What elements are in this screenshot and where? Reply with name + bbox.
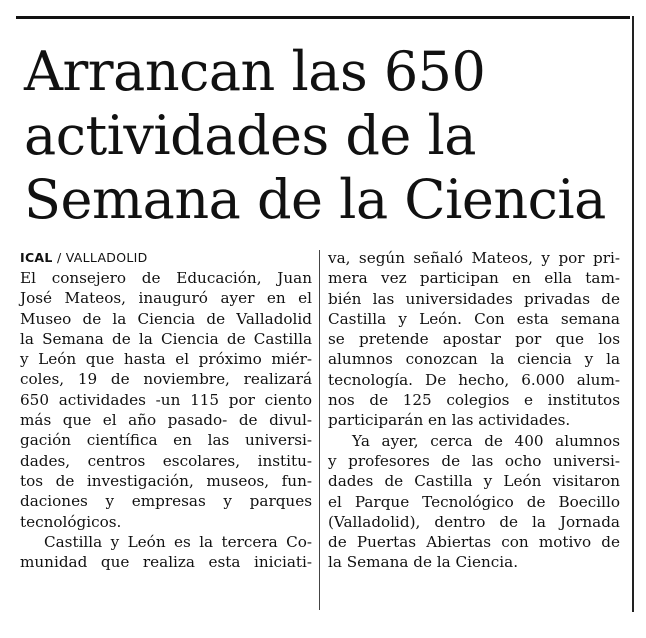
right-column-rule [632, 16, 634, 612]
text-line: mera vez participan en ella tam- [328, 269, 620, 288]
article-column-left [20, 248, 312, 572]
text-line: 650 actividades -un 115 por ciento [20, 390, 312, 409]
text-line: la Semana de la Ciencia de Castilla [20, 329, 312, 348]
text-line: dades, centros escolares, institu- [20, 451, 312, 470]
text-line: (Valladolid), dentro de la Jornada [328, 512, 620, 531]
text-line: y León que hasta el próximo miér- [20, 350, 312, 369]
headline-line: Arrancan las 650 [24, 40, 486, 103]
text-line: El consejero de Educación, Juan [20, 269, 312, 287]
text-line: Castilla y León es la tercera Co- [44, 532, 312, 551]
headline-line: Semana de la Ciencia [24, 168, 606, 231]
text-line: alumnos conozcan la ciencia y la [328, 350, 620, 369]
text-line: y profesores de las ocho universi- [328, 451, 620, 470]
text-line: el Parque Tecnológico de Boecillo [328, 492, 620, 511]
text-line: bién las universidades privadas de [328, 289, 620, 308]
text-line: nos de 125 colegios e institutos [328, 391, 620, 410]
text-line: de Puertas Abiertas con motivo de [328, 533, 620, 552]
text-line: munidad que realiza esta iniciati- [20, 553, 312, 572]
top-rule [16, 16, 630, 19]
article-column-right [328, 248, 620, 573]
column-divider [319, 250, 320, 610]
byline-location: VALLADOLID [65, 250, 148, 265]
text-line: tecnología. De hecho, 6.000 alum- [328, 370, 620, 389]
text-line: daciones y empresas y parques [20, 492, 312, 511]
byline-agency: ICAL [20, 250, 53, 265]
text-line: gación científica en las universi- [20, 431, 312, 450]
text-line: Castilla y León. Con esta semana [328, 309, 620, 328]
text-line: Ya ayer, cerca de 400 alumnos [352, 431, 620, 450]
text-line: va, según señaló Mateos, y por pri- [328, 249, 620, 267]
text-line: tos de investigación, museos, fun- [20, 471, 312, 490]
text-line: se pretende apostar por que los [328, 330, 620, 349]
text-line: la Semana de la Ciencia. [328, 553, 519, 572]
byline-separator: / [52, 250, 66, 265]
text-line: Museo de la Ciencia de Valladolid [20, 309, 312, 328]
text-line: participarán en las actividades. [328, 411, 571, 430]
text-line: José Mateos, inauguró ayer en el [20, 289, 312, 308]
text-line: más que el año pasado- de divul- [20, 411, 312, 430]
text-line: tecnológicos. [20, 512, 122, 531]
text-line: dades de Castilla y León visitaron [328, 472, 620, 491]
byline [20, 248, 312, 268]
headline-line: actividades de la [24, 104, 477, 167]
headline [24, 40, 624, 232]
text-line: coles, 19 de noviembre, realizará [20, 370, 312, 389]
